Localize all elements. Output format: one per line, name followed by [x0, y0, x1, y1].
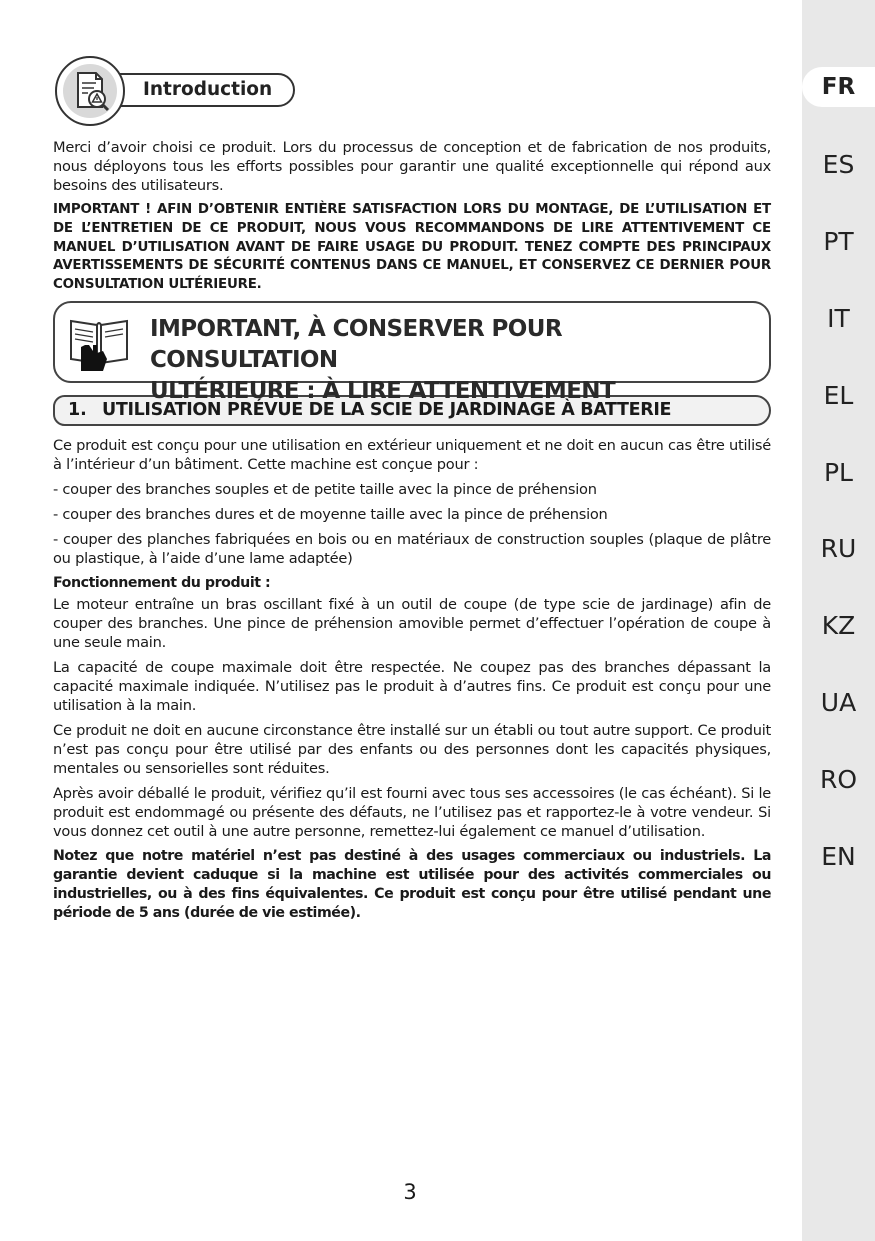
language-tab-kz[interactable]: KZ — [821, 610, 856, 640]
section-1-paragraph-3: La capacité de coupe maximale doit être respectée. Ne coupez pas des branches dépassant la capacité maximale indiquée. N’utilisez pas le produit à d’autres fins. Ce produit est conçu pour une utilisation à la main. — [53, 658, 771, 714]
intro-title: Introduction — [101, 73, 295, 107]
intro-paragraph: Merci d’avoir choisi ce produit. Lors du processus de conception et de fabrication de nos produits, nous déployons tous les efforts possibles pour garantir une qualité exceptionnelle qui répond aux besoins des utilisateurs. — [53, 139, 771, 194]
important-notice-box — [53, 301, 771, 404]
language-sidebar — [802, 0, 875, 1241]
section-1-paragraph-5: Après avoir déballé le produit, vérifiez qu’il est fourni avec tous ses accessoires (le cas échéant). Si le produit est endommagé ou présente des défauts, ne l’utilisez pas et rapportez-le à votre vendeur. Si vous donnez cet outil à une autre personne, remettez-lui également ce manuel d’utilisation. — [53, 784, 771, 840]
language-tab-ro[interactable]: RO — [819, 764, 858, 794]
section-1-number: 1. — [68, 400, 87, 421]
section-1-title: UTILISATION PRÉVUE DE LA SCIE DE JARDINAGE À BATTERIE — [102, 400, 672, 421]
usage-bullet-1: - couper des branches souples et de petite taille avec la pince de préhension — [53, 480, 597, 498]
intro-header — [53, 56, 771, 126]
intro-important-text: IMPORTANT ! AFIN D’OBTENIR ENTIÈRE SATISFACTION LORS DU MONTAGE, DE L’UTILISATION ET DE L’ENTRETIEN DE CE PRODUIT, NOUS VOUS RECOMMANDONS DE LIRE ATTENTIVEMENT CE MANUEL D’UTILISATION AVANT DE FAIRE USAGE DU PRODUIT. TENEZ COMPTE DES PRINCIPAUX AVERTISSEMENTS DE SÉCURITÉ CONTENUS DANS CE MANUEL, ET CONSERVEZ CE DERNIER POUR CONSULTATION ULTÉRIEURE. — [53, 202, 771, 293]
important-notice-line2: ULTÉRIEURE : À LIRE ATTENTIVEMENT — [150, 377, 616, 404]
page-content — [53, 56, 771, 929]
section-1-paragraph-2: Le moteur entraîne un bras oscillant fixé à un outil de coupe (de type scie de jardinage) afin de couper des branches. Une pince de préhension amovible permet d’effectuer l’opération de coupe à une seule main. — [53, 595, 771, 651]
language-tab-ru[interactable]: RU — [820, 533, 857, 563]
function-heading: Fonctionnement du produit : — [53, 574, 271, 591]
language-tab-es[interactable]: ES — [822, 149, 855, 179]
section-1-paragraph-4: Ce produit ne doit en aucune circonstance être installé sur un établi ou tout autre support. Ce produit n’est pas conçu pour être utilisé par des enfants ou des personnes dont les capacités physiques, mentales ou sensorielles sont réduites. — [53, 721, 771, 777]
commercial-use-note: Notez que notre matériel n’est pas destiné à des usages commerciaux ou industriels. La garantie devient caduque si la machine est utilisée pour des activités commerciales ou industrielles, ou à des fins équivalentes. Ce produit est conçu pour être utilisé pendant une période de 5 ans (durée de vie estimée). — [53, 847, 771, 921]
important-notice-title — [150, 314, 750, 407]
usage-bullet-3: - couper des planches fabriquées en bois ou en matériaux de construction souples (plaque de plâtre ou plastique, à l’aide d’une lame adaptée) — [53, 530, 771, 567]
section-1-paragraph-1: Ce produit est conçu pour une utilisation en extérieur uniquement et ne doit en aucun cas être utilisé à l’intérieur d’un bâtiment. Cette machine est conçue pour : — [53, 436, 771, 473]
document-warning-icon — [55, 56, 125, 126]
language-tab-pl[interactable]: PL — [823, 457, 853, 487]
language-tab-el[interactable]: EL — [823, 380, 854, 410]
language-tab-pt[interactable]: PT — [823, 226, 854, 256]
language-tab-en[interactable]: EN — [821, 841, 856, 871]
language-tab-it[interactable]: IT — [827, 303, 850, 333]
language-tab-fr[interactable]: FR — [802, 67, 875, 107]
usage-bullet-2: - couper des branches dures et de moyenne taille avec la pince de préhension — [53, 505, 608, 523]
read-manual-icon — [67, 311, 131, 377]
page-number: 3 — [403, 1180, 417, 1204]
language-tab-ua[interactable]: UA — [820, 687, 857, 717]
important-notice-line1: IMPORTANT, À CONSERVER POUR CONSULTATION — [150, 315, 562, 373]
